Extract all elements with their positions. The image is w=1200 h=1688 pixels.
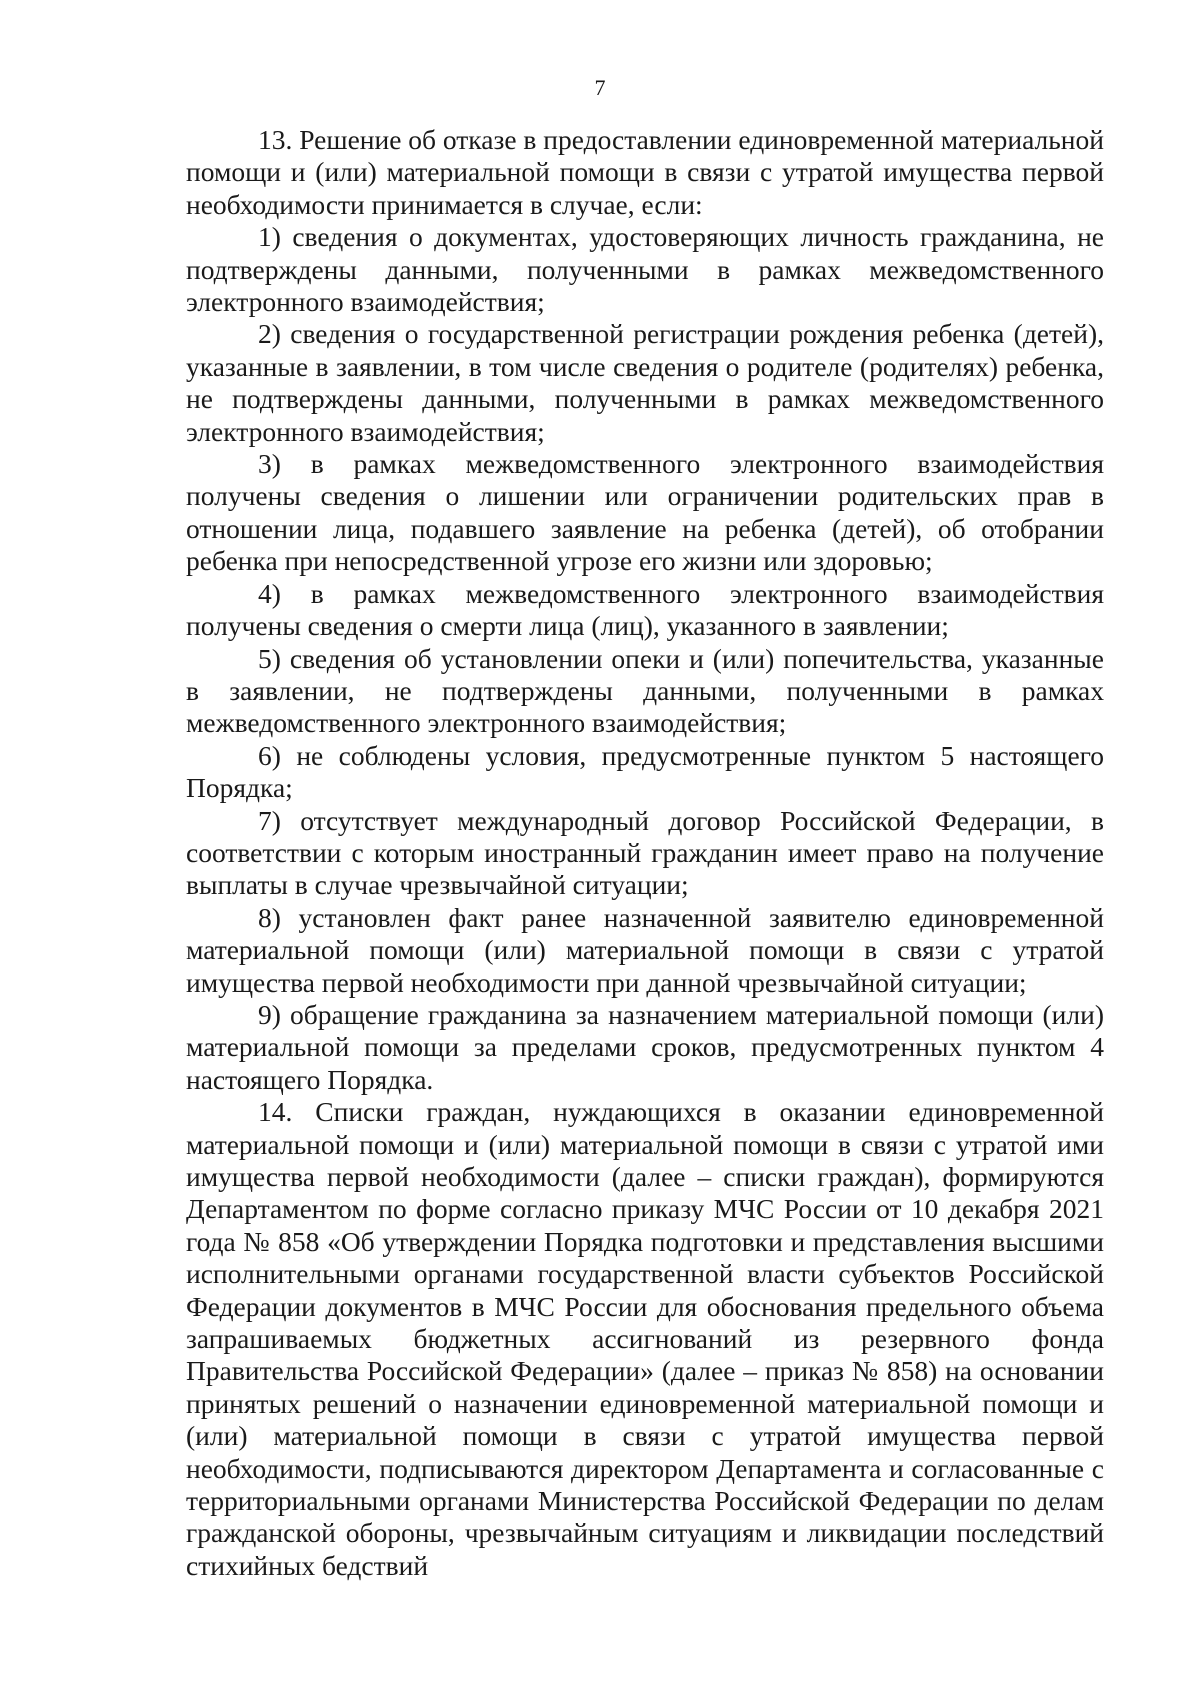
list-item-7: 7) отсутствует международный договор Российской Федерации, в соответствии с которым иностранный гражданин имеет право на получение выплаты в случае чрезвычайной ситуации; xyxy=(186,804,1104,901)
paragraph-14: 14. Списки граждан, нуждающихся в оказании единовременной материальной помощи и (или) материальной помощи в связи с утратой ими имущества первой необходимости (далее – списки граждан), формируются Департаментом по форме согласно приказу МЧС России от 10 декабря 2021 года № 858 «Об утверждении Порядка подготовки и представления высшими исполнительными органами государственной власти субъектов Российской Федерации документов в МЧС России для обоснования предельного объема запрашиваемых бюджетных ассигнований из резервного фонда Правительства Российской Федерации» (далее – приказ № 858) на основании принятых решений о назначении единовременной материальной помощи и (или) материальной помощи в связи с утратой имущества первой необходимости, подписываются директором Департамента и согласованные с территориальными органами Министерства Российской Федерации по делам гражданской обороны, чрезвычайным ситуациям и ликвидации последствий стихийных бедствий xyxy=(186,1096,1104,1581)
page-number: 7 xyxy=(594,75,606,100)
list-item-1: 1) сведения о документах, удостоверяющих личность гражданина, не подтверждены данными, полученными в рамках межведомственного электронного взаимодействия; xyxy=(186,221,1104,318)
list-item-5: 5) сведения об установлении опеки и (или) попечительства, указанные в заявлении, не подтверждены данными, полученными в рамках межведомственного электронного взаимодействия; xyxy=(186,642,1104,739)
list-item-4: 4) в рамках межведомственного электронного взаимодействия получены сведения о смерти лица (лиц), указанного в заявлении; xyxy=(186,577,1104,642)
list-item-3: 3) в рамках межведомственного электронного взаимодействия получены сведения о лишении или ограничении родительских прав в отношении лица, подавшего заявление на ребенка (детей), об отобрании ребенка при непосредственной угрозе его жизни или здоровью; xyxy=(186,448,1104,577)
paragraph-13: 13. Решение об отказе в предоставлении единовременной материальной помощи и (или) материальной помощи в связи с утратой имущества первой необходимости принимается в случае, если: xyxy=(186,124,1104,220)
list-item-2: 2) сведения о государственной регистрации рождения ребенка (детей), указанные в заявлении, в том числе сведения о родителе (родителях) ребенка, не подтверждены данными, полученными в рамках межведомственного электронного взаимодействия; xyxy=(186,318,1104,447)
list-item-9: 9) обращение гражданина за назначением материальной помощи (или) материальной помощи за пределами сроков, предусмотренных пунктом 4 настоящего Порядка. xyxy=(186,998,1104,1095)
list-item-6: 6) не соблюдены условия, предусмотренные пунктом 5 настоящего Порядка; xyxy=(186,739,1104,804)
document-body xyxy=(186,124,1104,1582)
list-item-8: 8) установлен факт ранее назначенной заявителю единовременной материальной помощи (или) материальной помощи в связи с утратой имущества первой необходимости при данной чрезвычайной ситуации; xyxy=(186,901,1104,998)
